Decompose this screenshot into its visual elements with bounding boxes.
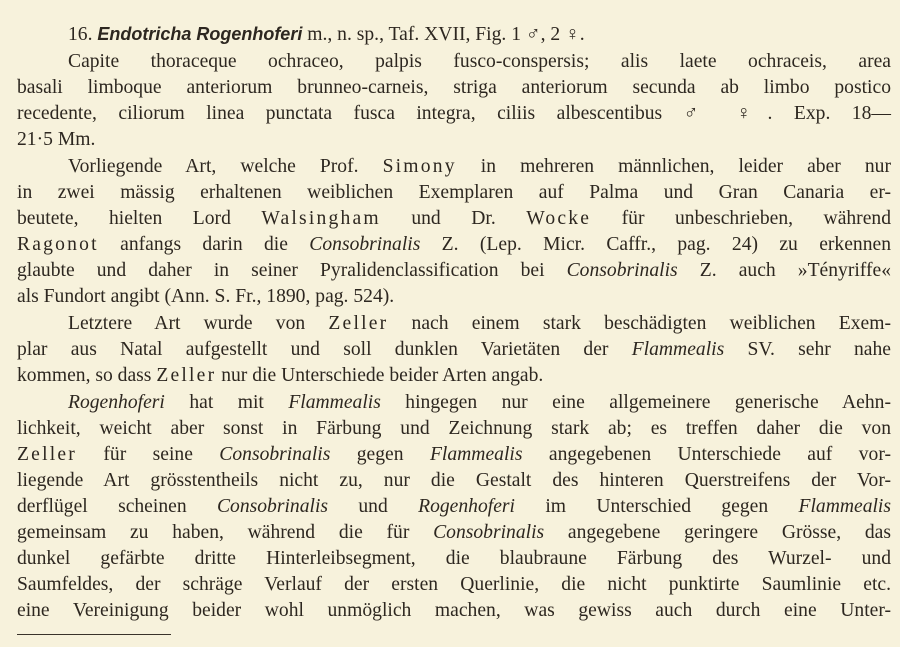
taxon-name: Rogenhoferi — [68, 392, 165, 413]
diagnosis-line: basali limboque anteriorum brunneo-carneis, striga anteriorum secunda ab limbo postico — [17, 77, 891, 98]
text-line: Rogenhoferi hat mit Flammealis hingegen nur eine allgemeinere generische Aehn- — [68, 392, 891, 413]
taxon-name: Rogenhoferi — [418, 496, 515, 517]
text-line: Vorliegende Art, welche Prof. Simony in mehreren männlichen, leider aber nur — [68, 156, 891, 177]
taxon-name: Flammealis — [429, 444, 523, 465]
taxon-name: Consobrinalis — [216, 496, 329, 517]
author-name: Ragonot — [17, 234, 99, 255]
text-line: lichkeit, weicht aber sonst in Färbung und Zeichnung stark ab; es treffen daher die von — [17, 418, 891, 439]
genus-name: Endotricha — [97, 24, 192, 44]
text-line: Letztere Art wurde von Zeller nach einem stark beschädigten weiblichen Exem- — [68, 313, 891, 334]
text-line: plar aus Natal aufgestellt und soll dunklen Varietäten der Flammealis SV. sehr nahe — [17, 339, 891, 360]
text-line: liegende Art grösstentheils nicht zu, nur die Gestalt des hinteren Querstreifens der Vor- — [17, 470, 891, 491]
footnote-rule — [17, 634, 171, 635]
species-name: Rogenhoferi — [196, 24, 303, 44]
author-name: Simony — [382, 156, 457, 177]
taxon-name: Consobrinalis — [433, 522, 545, 543]
text-line: derflügel scheinen Consobrinalis und Rogenhoferi im Unterschied gegen Flammealis — [17, 496, 891, 517]
taxon-name: Flammealis — [631, 339, 725, 360]
author-name: Zeller — [328, 313, 389, 334]
text-line: Zeller für seine Consobrinalis gegen Flammealis angegebenen Unterschiede auf vor- — [17, 444, 891, 465]
text-line: Saumfeldes, der schräge Verlauf der ersten Querlinie, die nicht punktirte Saumlinie etc. — [17, 574, 891, 595]
diagnosis-line: Capite thoraceque ochraceo, palpis fusco-conspersis; alis laete ochraceis, area — [68, 51, 891, 72]
text-line: als Fundort angibt (Ann. S. Fr., 1890, pag. 524). — [17, 286, 395, 307]
text-line: beutete, hielten Lord Walsingham und Dr. Wocke für unbeschrieben, während — [17, 208, 891, 229]
author-name: Zeller — [17, 444, 77, 465]
text-line: Ragonot anfangs darin die Consobrinalis Z. (Lep. Micr. Caffr., pag. 24) zu erkennen — [17, 234, 891, 255]
species-number: 16. — [68, 24, 93, 45]
taxon-name: Flammealis — [288, 392, 381, 413]
species-heading — [68, 21, 585, 48]
heading-rest: m., n. sp., Taf. XVII, Fig. 1 ♂, 2 ♀. — [302, 24, 585, 45]
author-name: Wocke — [526, 208, 592, 229]
taxon-name: Flammealis — [798, 496, 891, 517]
text-line: in zwei mässig erhaltenen weiblichen Exemplaren auf Palma und Gran Canaria er- — [17, 182, 891, 203]
text-line: gemeinsam zu haben, während die für Consobrinalis angegebene geringere Grösse, das — [17, 522, 891, 543]
text-line: eine Vereinigung beider wohl unmöglich machen, was gewiss auch durch eine Unter- — [17, 600, 891, 621]
text-line: dunkel gefärbte dritte Hinterleibsegment, die blaubraune Färbung des Wurzel- und — [17, 548, 891, 569]
diagnosis-line: 21·5 Mm. — [17, 129, 96, 150]
text-line: glaubte und daher in seiner Pyralidenclassification bei Consobrinalis Z. auch »Tényriffe« — [17, 260, 891, 281]
author-name: Walsingham — [261, 208, 381, 229]
diagnosis-line: recedente, ciliorum linea punctata fusca integra, ciliis albescentibus ♂ ♀. Exp. 18— — [17, 103, 891, 124]
taxon-name: Consobrinalis — [566, 260, 678, 281]
author-name: Zeller — [156, 365, 217, 386]
taxon-name: Consobrinalis — [309, 234, 421, 255]
taxon-name: Consobrinalis — [219, 444, 331, 465]
text-line: kommen, so dass Zeller nur die Unterschiede beider Arten angab. — [17, 365, 544, 386]
